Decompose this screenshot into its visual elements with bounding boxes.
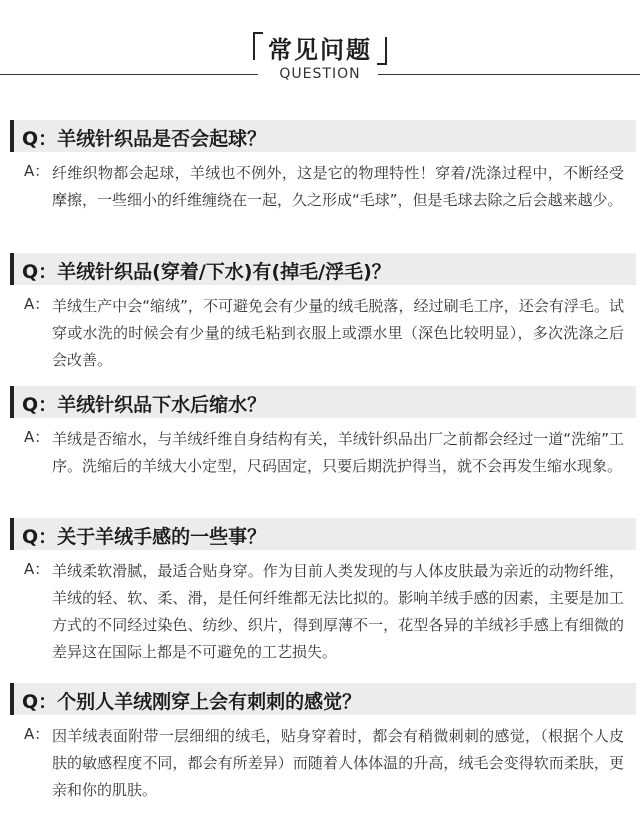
question-text: Q：羊绒针织品下水后缩水？ [22,394,267,416]
answer-text: 羊绒柔软滑腻，最适合贴身穿。作为目前人类发现的与人体皮肤最为亲近的动物纤维，羊绒的轻、软、柔、滑，是任何纤维都无法比拟的。影响羊绒手感的因素，主要是加工方式的不同经过染色、纺纱、织片，得到厚薄不一，花型各异的羊绒衫手感上有细微的差异这在国际上都是不可避免的工艺损失。 [52,562,624,661]
answer-prefix: A： [24,725,50,743]
page-title: 常见问题 [268,36,372,64]
answer-text: 因羊绒表面附带一层细细的绒毛，贴身穿着时，都会有稍微刺刺的感觉，（根据个人皮肤的敏感程度不同，都会有所差异）而随着人体体温的升高，绒毛会变得软而柔肤，更亲和你的肌肤。 [52,727,624,799]
question-text: Q：羊绒针织品(穿着/下水)有(掉毛/浮毛)？ [22,261,391,283]
answer-text: 纤维织物都会起球，羊绒也不例外，这是它的物理特性！穿着/洗涤过程中，不断经受摩擦，一些细小的纤维缠绕在一起，久之形成“毛球”，但是毛球去除之后会越来越少。 [52,164,624,209]
answer-prefix: A： [24,560,50,578]
page-header [0,0,640,96]
question-text: Q：个别人羊绒刚穿上会有刺刺的感觉？ [22,691,362,713]
answer-prefix: A： [24,162,50,180]
divider-right [378,74,640,75]
title-bracket-right [377,37,387,65]
answer-text: 羊绒生产中会“缩绒”，不可避免会有少量的绒毛脱落，经过刷毛工序，还会有浮毛。试穿或水洗的时候会有少量的绒毛粘到衣服上或漂水里（深色比较明显），多次洗涤之后会改善。 [52,297,624,369]
answer-text: 羊绒是否缩水，与羊绒纤维自身结构有关，羊绒针织品出厂之前都会经过一道“洗缩”工序。洗缩后的羊绒大小定型，尺码固定，只要后期洗护得当，就不会再发生缩水现象。 [52,430,624,475]
answer-prefix: A： [24,295,50,313]
answer-prefix: A： [24,428,50,446]
question-text: Q：羊绒针织品是否会起球？ [22,128,267,150]
page-subtitle: QUESTION [279,66,361,82]
question-text: Q：关于羊绒手感的一些事？ [22,526,267,548]
